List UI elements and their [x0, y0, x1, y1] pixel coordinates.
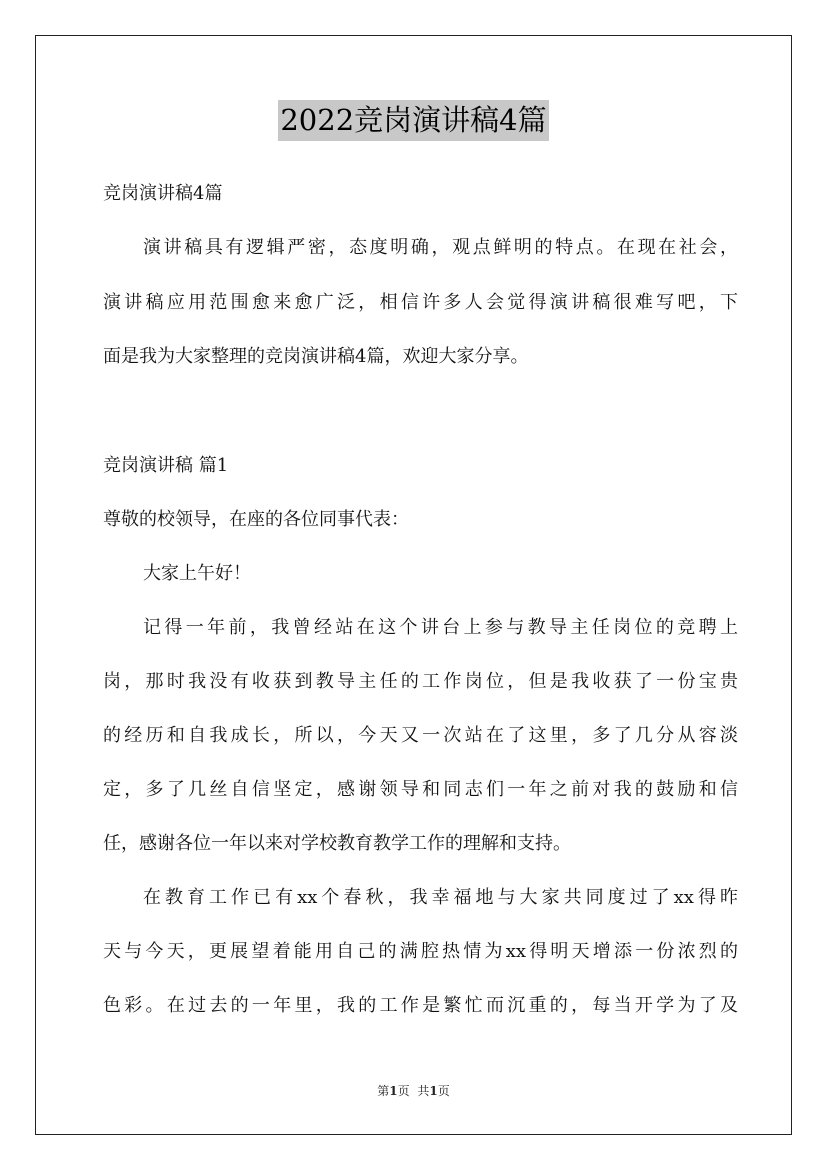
salutation: 尊敬的校领导，在座的各位同事代表： — [103, 509, 409, 530]
intro-line-1: 演讲稿具有逻辑严密，态度明确，观点鲜明的特点。在现在社会， — [143, 237, 738, 258]
paragraph2-line-1: 在教育工作已有xx个春秋，我幸福地与大家共同度过了xx得昨 — [143, 887, 738, 908]
page-footer — [0, 1083, 827, 1099]
paragraph1-line-1: 记得一年前，我曾经站在这个讲台上参与教导主任岗位的竞聘上 — [143, 617, 738, 638]
greeting: 大家上午好！ — [143, 563, 251, 584]
page-total: 1 — [429, 1084, 438, 1098]
paragraph1-line-4: 定，多了几丝自信坚定，感谢领导和同志们一年之前对我的鼓励和信 — [103, 779, 738, 800]
paragraph1-line-3: 的经历和自我成长，所以，今天又一次站在了这里，多了几分从容淡 — [103, 725, 738, 746]
document-subtitle: 竞岗演讲稿4篇 — [103, 183, 223, 204]
page-current: 1 — [389, 1084, 398, 1098]
page-label-mid: 页 — [397, 1084, 410, 1098]
paragraph2-line-3: 色彩。在过去的一年里，我的工作是繁忙而沉重的，每当开学为了及 — [103, 995, 738, 1016]
section-heading: 竞岗演讲稿 篇1 — [103, 455, 229, 476]
total-label-prefix: 共 — [417, 1084, 430, 1098]
title-block — [0, 100, 827, 141]
intro-line-3: 面是我为大家整理的竞岗演讲稿4篇，欢迎大家分享。 — [103, 346, 529, 367]
document-title: 2022竞岗演讲稿4篇 — [278, 100, 548, 141]
total-label-suffix: 页 — [437, 1084, 450, 1098]
paragraph1-line-5: 任，感谢各位一年以来对学校教育教学工作的理解和支持。 — [103, 833, 571, 854]
paragraph2-line-2: 天与今天，更展望着能用自己的满腔热情为xx得明天增添一份浓烈的 — [103, 941, 738, 962]
intro-line-2: 演讲稿应用范围愈来愈广泛，相信许多人会觉得演讲稿很难写吧，下 — [103, 292, 738, 313]
page-label-prefix: 第 — [377, 1084, 390, 1098]
paragraph1-line-2: 岗，那时我没有收获到教导主任的工作岗位，但是我收获了一份宝贵 — [103, 671, 738, 692]
